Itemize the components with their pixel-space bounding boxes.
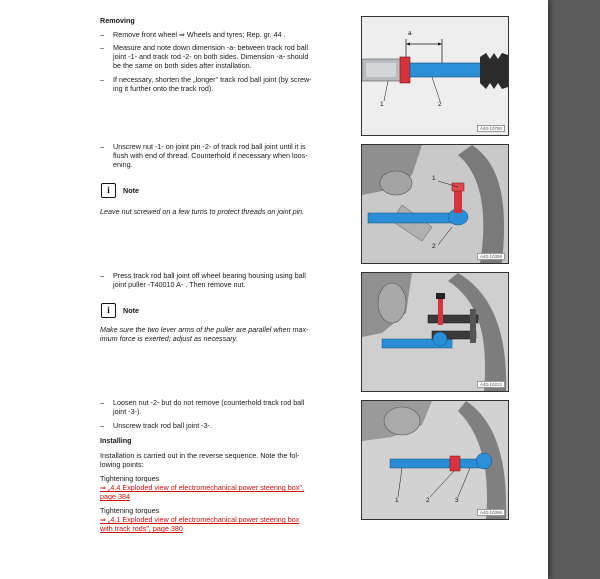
- step-shorten-l2: ing it further onto the track rod).: [113, 84, 214, 93]
- bullet-dash: –: [100, 398, 104, 407]
- track-rod-illustration: [362, 17, 508, 135]
- bullet-dash: –: [100, 421, 104, 430]
- figure-unscrew-nut: [361, 144, 509, 264]
- step-measure-l2: joint -1- and track rod -2- on both sides. Dimension -a- should: [113, 52, 309, 61]
- info-note-icon: i: [101, 303, 116, 318]
- figure-track-rod-joint: [361, 400, 509, 520]
- note-label: Note: [123, 186, 139, 195]
- figure-code: A40-10222: [477, 381, 505, 388]
- figure-code: A40-10399: [477, 253, 505, 260]
- torque-link-2-page[interactable]: with track rods", page 380: [100, 524, 183, 533]
- install-intro-l2: lowing points:: [100, 460, 144, 469]
- callout-1: 1: [395, 497, 399, 504]
- step-unscrew-joint: Unscrew track rod ball joint -3-.: [113, 421, 213, 430]
- bullet-dash: –: [100, 30, 104, 39]
- figure-track-rod-measure: [361, 16, 509, 136]
- callout-3: 3: [455, 497, 459, 504]
- step-measure-l3: be the same on both sides after installation.: [113, 61, 252, 70]
- torque-link-1-page[interactable]: page 384: [100, 492, 130, 501]
- callout-2: 2: [438, 101, 442, 108]
- step-loosen-nut-l1: Loosen nut -2- but do not remove (counterhold track rod ball: [113, 398, 305, 407]
- note-label: Note: [123, 306, 139, 315]
- figure-code: A40-10396: [477, 509, 505, 516]
- torque-label-2: Tightening torques: [100, 506, 160, 515]
- step-loosen-nut-l2: joint -3-).: [113, 407, 142, 416]
- callout-2: 2: [426, 497, 430, 504]
- note-puller-l2: imum force is exerted; adjust as necessary.: [100, 334, 238, 343]
- step-press-off-l1: Press track rod ball joint off wheel bearing housing using ball: [113, 271, 306, 280]
- step-press-off-l2: joint puller -T40010 A- . Then remove nut.: [113, 280, 246, 289]
- install-intro-l1: Installation is carried out in the reverse sequence. Note the fol-: [100, 451, 300, 460]
- track-rod-joint-illustration: [362, 401, 508, 519]
- callout-1: 1: [380, 101, 384, 108]
- figure-code: A40-10780: [477, 125, 505, 132]
- step-unscrew-nut-l3: ening.: [113, 160, 133, 169]
- torque-link-1[interactable]: ⇒ „4.4 Exploded view of electromechanical power steering box",: [100, 483, 304, 492]
- step-unscrew-nut-l2: flush with end of thread. Counterhold if necessary when loos-: [113, 151, 308, 160]
- step-remove-wheel: Remove front wheel ⇒ Wheels and tyres; Rep. gr. 44 .: [113, 30, 286, 39]
- bullet-dash: –: [100, 43, 104, 52]
- step-measure-l1: Measure and note down dimension -a- between track rod ball: [113, 43, 308, 52]
- info-note-icon: i: [101, 183, 116, 198]
- torque-label-1: Tightening torques: [100, 474, 160, 483]
- figure-ball-joint-puller: [361, 272, 509, 392]
- bullet-dash: –: [100, 271, 104, 280]
- removing-heading: Removing: [100, 16, 135, 25]
- bullet-dash: –: [100, 75, 104, 84]
- puller-illustration: [362, 273, 508, 391]
- step-shorten-l1: If necessary, shorten the „longer" track rod ball joint (by screw-: [113, 75, 312, 84]
- note-protect-threads: Leave nut screwed on a few turns to protect threads on joint pin.: [100, 207, 305, 216]
- torque-link-2[interactable]: ⇒ „4.1 Exploded view of electromechanical power steering box: [100, 515, 300, 524]
- bullet-dash: –: [100, 142, 104, 151]
- installing-heading: Installing: [100, 436, 132, 445]
- step-unscrew-nut-l1: Unscrew nut -1- on joint pin -2- of track rod ball joint until it is: [113, 142, 306, 151]
- callout-1: 1: [432, 175, 436, 182]
- dimension-a-label: a: [408, 30, 412, 37]
- callout-2: 2: [432, 243, 436, 250]
- note-puller-l1: Make sure the two lever arms of the puller are parallel when max-: [100, 325, 309, 334]
